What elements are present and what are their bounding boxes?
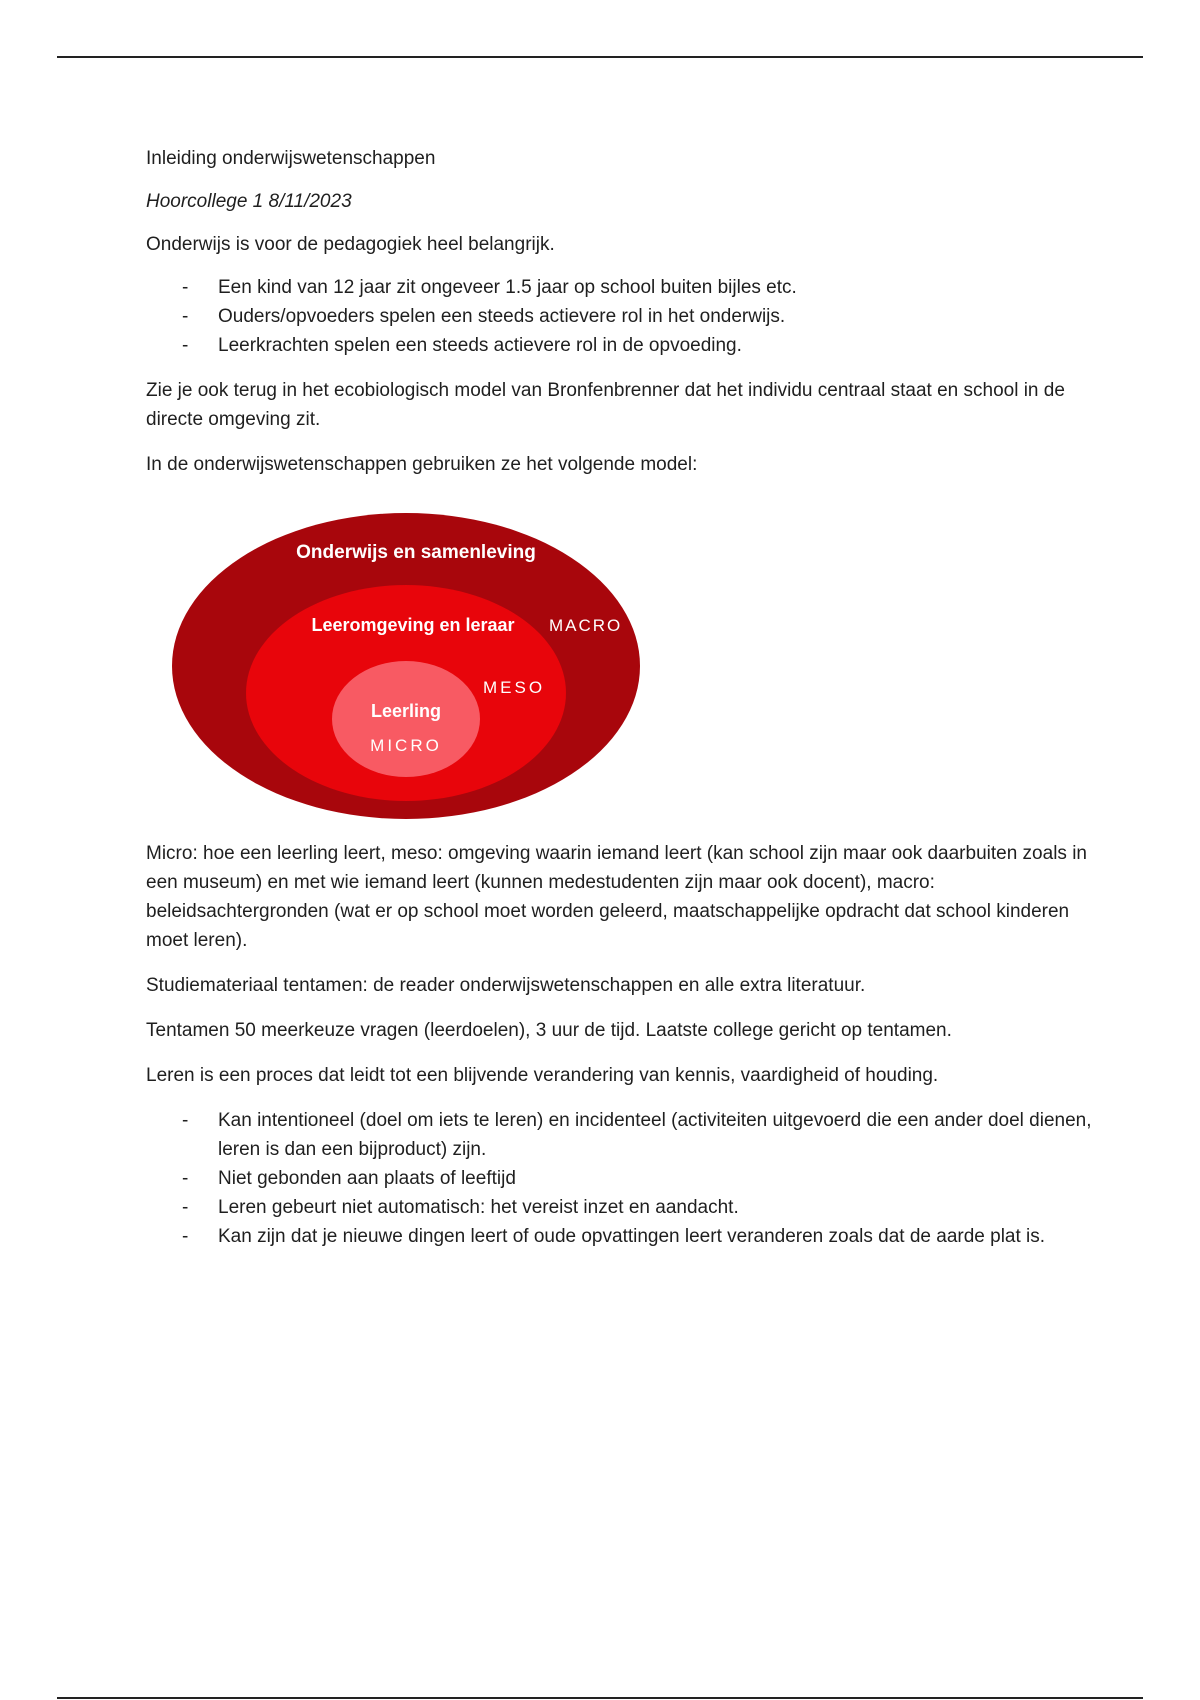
micro-context-label: Leerling [370, 701, 442, 721]
bronfenbrenner-paragraph: Zie je ook terug in het ecobiologisch model van Bronfenbrenner dat het individu centraal staat en school in de directe omgeving zit. [146, 380, 1065, 430]
list-item: - Ouders/opvoeders spelen een steeds actievere rol in het onderwijs. [146, 302, 1096, 331]
exam-paragraph: Tentamen 50 meerkeuze vragen (leerdoelen), 3 uur de tijd. Laatste college gericht op tentamen. [146, 1020, 952, 1041]
diagram-svg [171, 513, 651, 821]
list-item: - Kan intentioneel (doel om iets te leren) en incidenteel (activiteiten uitgevoerd die een ander doel dienen, leren is dan een bijproduct) zijn. [146, 1106, 1096, 1164]
list-item: - Niet gebonden aan plaats of leeftijd [146, 1164, 1096, 1193]
document-body [146, 144, 1096, 1267]
micro-meso-macro-diagram [146, 513, 1096, 821]
model-intro-paragraph: In de onderwijswetenschappen gebruiken ze het volgende model: [146, 454, 698, 475]
micro-level-label: MICRO [370, 736, 442, 755]
document-title: Inleiding onderwijswetenschappen [146, 148, 436, 169]
lecture-subtitle: Hoorcollege 1 8/11/2023 [146, 191, 352, 212]
macro-context-label: Onderwijs en samenleving [296, 542, 536, 563]
list-item: - Leren gebeurt niet automatisch: het vereist inzet en aandacht. [146, 1193, 1096, 1222]
macro-level-label: MACRO [549, 616, 623, 635]
meso-context-label: Leeromgeving en leraar [311, 615, 515, 635]
intro-list [146, 273, 1096, 360]
learning-list [146, 1106, 1096, 1251]
list-item: - Kan zijn dat je nieuwe dingen leert of oude opvattingen leert veranderen zoals dat de aarde plat is. [146, 1222, 1096, 1251]
meso-level-label: MESO [483, 678, 546, 697]
list-item: - Een kind van 12 jaar zit ongeveer 1.5 jaar op school buiten bijles etc. [146, 273, 1096, 302]
intro-paragraph: Onderwijs is voor de pedagogiek heel belangrijk. [146, 234, 555, 255]
header-rule [57, 56, 1143, 58]
levels-paragraph: Micro: hoe een leerling leert, meso: omgeving waarin iemand leert (kan school zijn maar ook daarbuiten zoals in een museum) en met wie iemand leert (kunnen medestudenten zijn maar ook docent), macro: beleidsachtergronden (wat er op school moet worden geleerd, maatschappelijke opdracht dat school kinderen moet leren). [146, 843, 1087, 951]
list-item: - Leerkrachten spelen een steeds actievere rol in de opvoeding. [146, 331, 1096, 360]
learning-definition-paragraph: Leren is een proces dat leidt tot een blijvende verandering van kennis, vaardigheid of houding. [146, 1065, 939, 1086]
footer-rule [57, 1697, 1143, 1699]
study-material-paragraph: Studiemateriaal tentamen: de reader onderwijswetenschappen en alle extra literatuur. [146, 975, 866, 996]
